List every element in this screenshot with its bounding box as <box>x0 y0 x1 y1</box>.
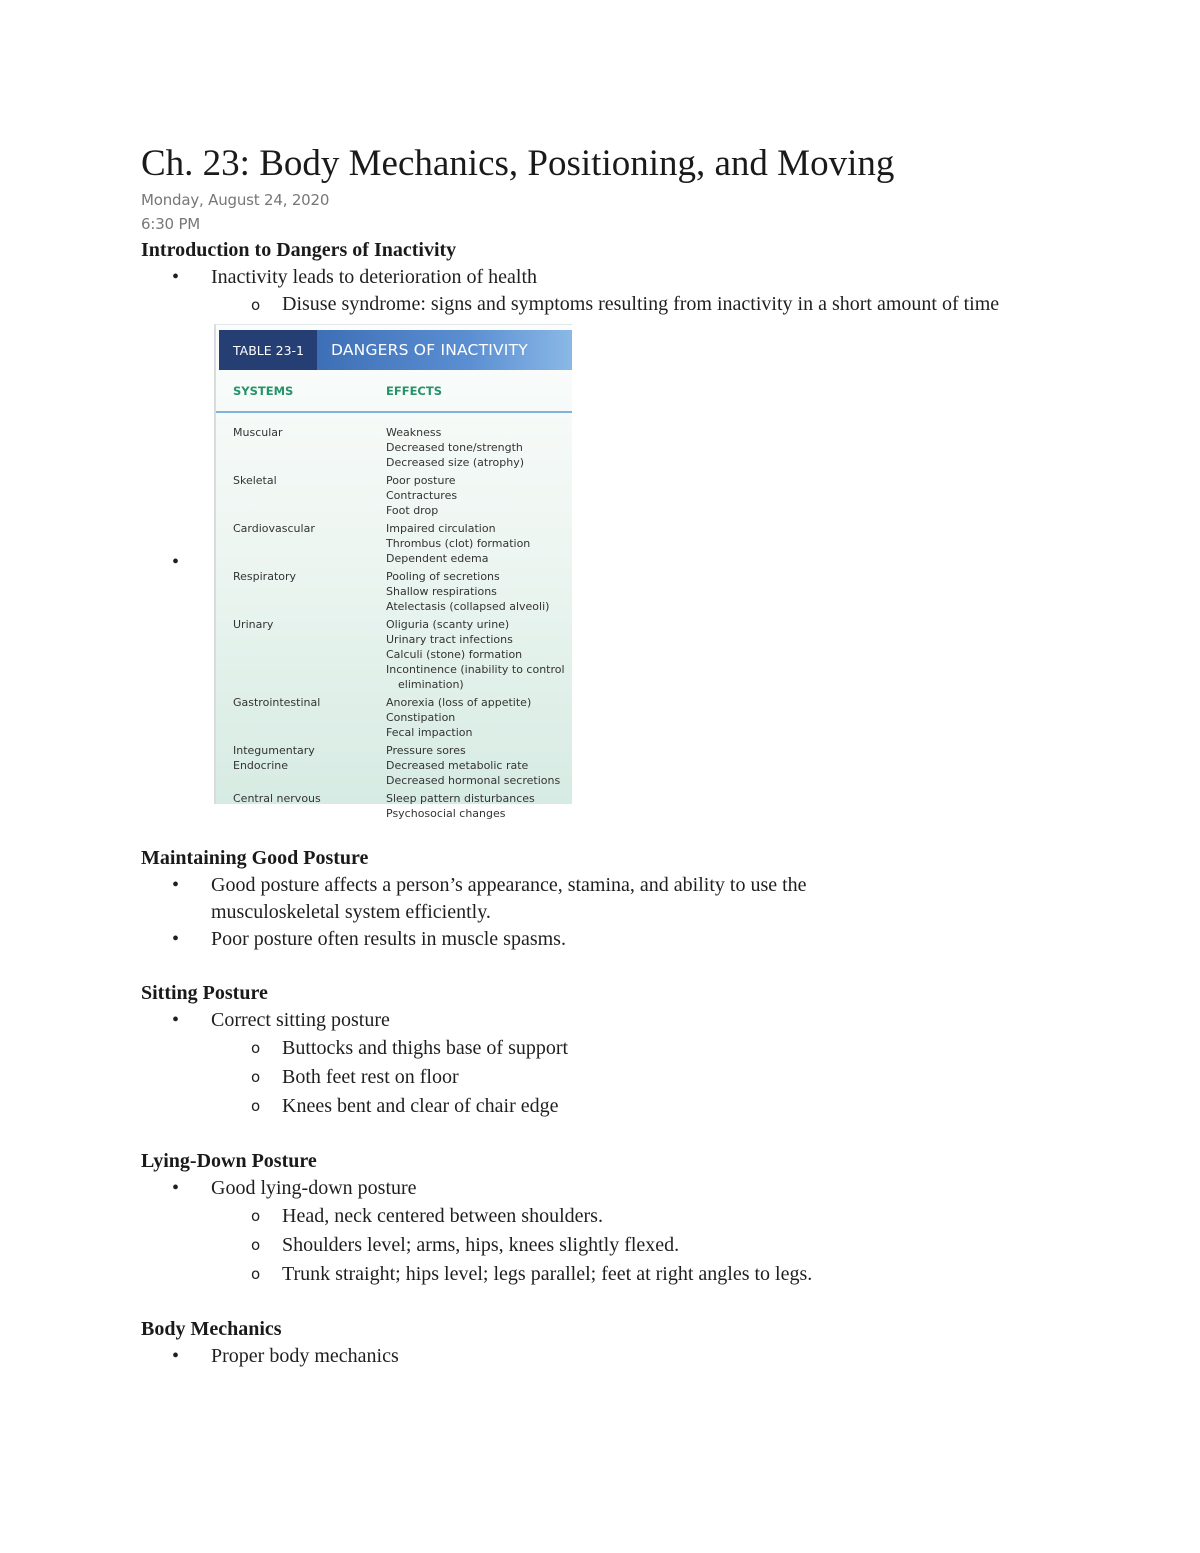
table-title: DANGERS OF INACTIVITY <box>317 330 572 370</box>
section-heading-lying: Lying-Down Posture <box>141 1150 317 1172</box>
table-image-dangers-of-inactivity <box>214 324 572 820</box>
table-effect-item: Incontinence (inability to control <box>386 663 565 676</box>
table-effect-item: Contractures <box>386 489 458 502</box>
table-effect-item: Pressure sores <box>386 744 466 757</box>
table-cell-effects <box>386 521 530 566</box>
sub-bullet-text: Trunk straight; hips level; legs parallel; feet at right angles to legs. <box>282 1263 813 1285</box>
bullet-list <box>141 872 1101 953</box>
bullet-icon: • <box>172 1345 180 1367</box>
table-effect-item: Dependent edema <box>386 552 489 565</box>
page-title: Ch. 23: Body Mechanics, Positioning, and Moving <box>141 143 895 184</box>
sub-list-item <box>211 1260 1101 1289</box>
bullet-text: Correct sitting posture <box>211 1009 390 1031</box>
table-cell-effects <box>386 791 535 821</box>
table-cell-effects <box>386 569 549 614</box>
list-item <box>141 264 1101 318</box>
table-effect-item: Shallow respirations <box>386 585 497 598</box>
table-cell-system: Gastrointestinal <box>233 696 321 709</box>
sub-bullet-text: Shoulders level; arms, hips, knees slightly flexed. <box>282 1234 680 1256</box>
section-heading-posture: Maintaining Good Posture <box>141 847 369 869</box>
table-effect-item: Psychosocial changes <box>386 807 506 820</box>
bullet-icon: • <box>172 928 180 950</box>
sub-bullet-text: Head, neck centered between shoulders. <box>282 1205 603 1227</box>
sub-list-item <box>211 1092 1101 1121</box>
bullet-icon: • <box>172 1009 180 1031</box>
table-effect-item: Oliguria (scanty urine) <box>386 618 510 631</box>
table-cell-system: Central nervous <box>233 792 321 805</box>
bullet-list <box>141 264 1101 820</box>
column-header-systems: SYSTEMS <box>233 384 294 398</box>
table-effect-item: Constipation <box>386 711 456 724</box>
sub-bullet-icon: o <box>251 1207 261 1225</box>
table-effect-item: Anorexia (loss of appetite) <box>386 696 532 709</box>
table-row <box>233 743 572 758</box>
table-effect-item: Fecal impaction <box>386 726 473 739</box>
table-effect-item: Impaired circulation <box>386 522 496 535</box>
table-cell-effects <box>386 743 466 758</box>
sub-bullet-icon: o <box>251 1265 261 1283</box>
sub-bullet-text: Buttocks and thighs base of support <box>282 1037 569 1059</box>
bullet-text: Good posture affects a person’s appearance, stamina, and ability to use the musculoskeletal system efficiently. <box>211 874 807 923</box>
sub-list <box>211 1202 1101 1289</box>
bullet-list <box>141 1175 1101 1289</box>
sub-list <box>211 291 1101 318</box>
table-effect-item: Weakness <box>386 426 442 439</box>
table-row <box>233 521 572 566</box>
sub-bullet-icon: o <box>251 1039 261 1057</box>
section-heading-body-mechanics: Body Mechanics <box>141 1318 282 1340</box>
table-effect-item: Urinary tract infections <box>386 633 513 646</box>
table-cell-system: Skeletal <box>233 474 277 487</box>
list-item <box>141 1007 1101 1121</box>
table-effect-item: Pooling of secretions <box>386 570 500 583</box>
section-heading-sitting: Sitting Posture <box>141 982 268 1004</box>
sub-list-item <box>211 1063 1101 1092</box>
table-column-headers <box>216 370 572 413</box>
table-cell-system: Urinary <box>233 618 274 631</box>
bullet-icon: • <box>172 1177 180 1199</box>
table-effect-item: Decreased metabolic rate <box>386 759 529 772</box>
table-cell-system: Muscular <box>233 426 283 439</box>
sub-list <box>211 1034 1101 1121</box>
note-time: 6:30 PM <box>141 215 201 233</box>
table-effect-item: Foot drop <box>386 504 439 517</box>
bullet-text: Good lying-down posture <box>211 1177 417 1199</box>
table-number: TABLE 23-1 <box>219 330 317 370</box>
table-effect-item: Calculi (stone) formation <box>386 648 523 661</box>
section-heading-intro: Introduction to Dangers of Inactivity <box>141 239 457 261</box>
table-effect-item: Sleep pattern disturbances <box>386 792 535 805</box>
table-cell-effects <box>386 617 565 692</box>
table-cell-system: Respiratory <box>233 570 297 583</box>
table-row <box>233 617 572 692</box>
table-cell-effects <box>386 473 457 518</box>
table-cell-effects <box>386 758 560 788</box>
bullet-text: Poor posture often results in muscle spasms. <box>211 928 566 950</box>
table-row <box>233 569 572 614</box>
sub-bullet-text: Both feet rest on floor <box>282 1066 459 1088</box>
bullet-icon: • <box>172 551 180 573</box>
table-row <box>233 758 572 788</box>
table-effect-item: elimination) <box>398 678 464 691</box>
sub-list-item <box>211 291 1062 318</box>
table-row <box>233 425 572 470</box>
sub-list-item <box>211 1231 1101 1260</box>
sub-bullet-text: Disuse syndrome: signs and symptoms resulting from inactivity in a short amount of time <box>282 293 1000 315</box>
table-cell-system: Endocrine <box>233 759 288 772</box>
table-effect-item: Decreased tone/strength <box>386 441 523 454</box>
bullet-text: Inactivity leads to deterioration of health <box>211 266 537 288</box>
list-item-table <box>141 324 1101 820</box>
bullet-icon: • <box>172 266 180 288</box>
table-cell-effects <box>386 425 524 470</box>
table-effect-item: Atelectasis (collapsed alveoli) <box>386 600 550 613</box>
list-item <box>141 1343 1101 1370</box>
table-cell-effects <box>386 695 531 740</box>
note-date: Monday, August 24, 2020 <box>141 191 330 209</box>
table-effect-item: Decreased size (atrophy) <box>386 456 524 469</box>
list-item <box>141 872 931 926</box>
table-row <box>233 791 572 821</box>
sub-bullet-icon: o <box>251 296 261 314</box>
list-item <box>141 1175 1101 1289</box>
sub-list-item <box>211 1034 1101 1063</box>
note-page <box>141 140 1101 1370</box>
table-body <box>216 413 572 821</box>
sub-bullet-icon: o <box>251 1097 261 1115</box>
sub-bullet-text: Knees bent and clear of chair edge <box>282 1095 559 1117</box>
table-header-bar <box>219 330 572 370</box>
table-effect-item: Poor posture <box>386 474 456 487</box>
table-row <box>233 473 572 518</box>
bullet-icon: • <box>172 874 180 896</box>
table-effect-item: Decreased hormonal secretions <box>386 774 561 787</box>
bullet-list <box>141 1343 1101 1370</box>
sub-bullet-icon: o <box>251 1236 261 1254</box>
column-header-effects: EFFECTS <box>386 384 442 398</box>
bullet-text: Proper body mechanics <box>211 1345 399 1367</box>
sub-bullet-icon: o <box>251 1068 261 1086</box>
table-cell-system: Cardiovascular <box>233 522 315 535</box>
bullet-list <box>141 1007 1101 1121</box>
table-effect-item: Thrombus (clot) formation <box>386 537 531 550</box>
list-item <box>141 926 1101 953</box>
sub-list-item <box>211 1202 1101 1231</box>
table-row <box>233 695 572 740</box>
table-cell-system: Integumentary <box>233 744 315 757</box>
